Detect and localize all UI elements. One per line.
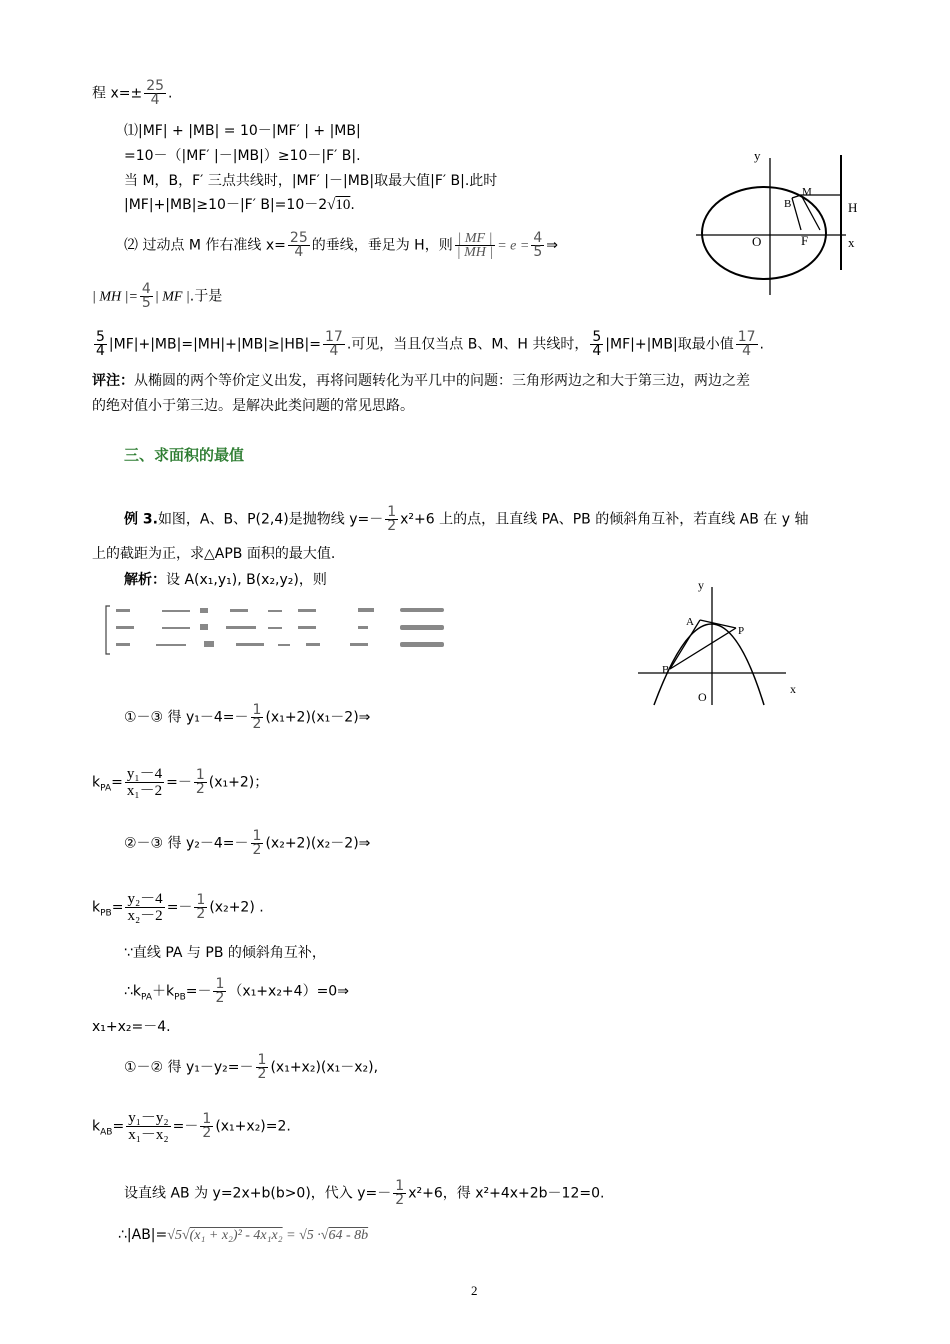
work-line-9: $k_{AB}=$ $\frac{\text{y₁－y₂}}{\text{x₁－x₂}}$ =－ $\frac{1}{2}$ (x₁+x₂)=2.	[92, 1110, 291, 1143]
line-directrix: 程 x=± $\frac{25}{4}$ .	[92, 78, 173, 108]
label-m: M	[802, 186, 812, 198]
comment-line-1: 评注：从椭圆的两个等价定义出发，再将问题转化为平几中的问题：三角形两边之和大于第三边，两边之差	[92, 373, 750, 389]
parabola-figure	[636, 575, 816, 715]
label-f: F	[801, 233, 809, 248]
line-part1-eq1: ⑴|MF| + |MB| = 10－|MF′ | + |MB|	[124, 123, 361, 139]
segment-bm	[792, 195, 801, 198]
line-part1-eq2: =10－（|MF′ |－|MB|）≥10－|F′ B|.	[124, 148, 361, 164]
line-part2: ⑵ 过动点 M 作右准线 x= $\frac{25}{4}$ 的垂线，垂足为 H，则 $\frac{| MF |}{| MH |}$ = e = $\frac{4}{5}$ ⇒	[124, 230, 558, 260]
line-minimum: $\frac{5}{4}$ |MF|+|MB|=|MH|+|MB|≥|HB|= $\frac{17}{4}$ .可见，当且仅当点 B、M、H 共线时， $\frac{5}{4}$ |MF|+|MB|取最小值 $\frac{17}{4}$ .	[96, 329, 764, 359]
segment-bf	[792, 198, 801, 230]
label-b: B	[662, 664, 670, 676]
line-part1-result: |MF|+|MB|≥10－|F′ B|=10－2√10.	[124, 197, 355, 213]
ellipse-figure	[688, 140, 868, 300]
work-line-10: 设直线 AB 为 y=2x+b(b>0)，代入 y=－ $\frac{1}{2}$ x²+6，得 x²+4x+2b－12=0.	[124, 1178, 605, 1208]
work-line-5: ∵直线 PA 与 PB 的倾斜角互补，	[124, 945, 326, 961]
work-line-6: $\therefore k_{PA}+k_{PB}=-$ $\frac{1}{2}$ （x₁+x₂+4）=0⇒	[124, 976, 349, 1006]
label-o: O	[752, 234, 762, 249]
label-y: y	[754, 148, 761, 163]
line-mh-mf: | MH |= $\frac{4}{5}$ | MF |.于是	[92, 281, 223, 311]
label-y: y	[698, 578, 704, 592]
label-a: A	[686, 616, 694, 628]
work-line-11: ∴|AB|=√5√(x₁ + x₂)² - 4x₁x₂ = √5 ·√64 - 8b	[118, 1227, 369, 1243]
comment-line-2: 的绝对值小于第三边。是解决此类问题的常见思路。	[92, 398, 414, 414]
equation-row-1	[116, 608, 444, 613]
label-o: O	[698, 690, 707, 704]
solution-line: 解析：设 A(x₁,y₁), B(x₂,y₂)，则	[124, 572, 327, 588]
work-line-8: ①－② 得 y₁－y₂=－ $\frac{1}{2}$ (x₁+x₂)(x₁－x₂),	[124, 1052, 379, 1082]
equation-row-3	[116, 641, 444, 647]
work-line-4: $k_{PB}=$ $\frac{\text{y₂－4}}{\text{x₂－2}}$ =－ $\frac{1}{2}$ (x₂+2) .	[92, 891, 264, 924]
work-line-3: ②－③ 得 y₂－4=－ $\frac{1}{2}$ (x₂+2)(x₂－2)⇒	[124, 828, 371, 858]
label-x: x	[848, 235, 855, 250]
label-b: B	[784, 198, 792, 210]
section-heading: 三、求面积的最值	[124, 446, 245, 464]
equation-row-2	[116, 624, 444, 630]
parabola	[654, 624, 764, 705]
left-brace	[106, 606, 110, 654]
label-x: x	[790, 682, 796, 696]
page-number: 2	[471, 1283, 478, 1298]
segment-ab	[670, 620, 700, 669]
equation-system-image	[100, 600, 456, 660]
segment-ap	[700, 620, 736, 628]
work-line-7: x₁+x₂=－4.	[92, 1019, 171, 1035]
example3-line2: 上的截距为正，求△APB 面积的最大值.	[92, 546, 336, 562]
segment-mf	[801, 195, 820, 230]
example3-line1: 例 3.如图，A、B、P(2,4)是抛物线 y=－ $\frac{1}{2}$ x²+6 上的点，且直线 PA、PB 的倾斜角互补，若直线 AB 在 y 轴	[124, 504, 809, 534]
line-part1-collinear: 当 M，B，F′ 三点共线时，|MF′ |－|MB|取最大值|F′ B|.此时	[124, 173, 498, 189]
work-line-1: ①－③ 得 y₁－4=－ $\frac{1}{2}$ (x₁+2)(x₁－2)⇒	[124, 702, 371, 732]
label-h: H	[848, 200, 858, 215]
label-p: P	[738, 625, 745, 637]
work-line-2: $k_{PA}=$ $\frac{\text{y₁－4}}{\text{x₁－2}}$ =－ $\frac{1}{2}$ (x₁+2)；	[92, 766, 269, 799]
